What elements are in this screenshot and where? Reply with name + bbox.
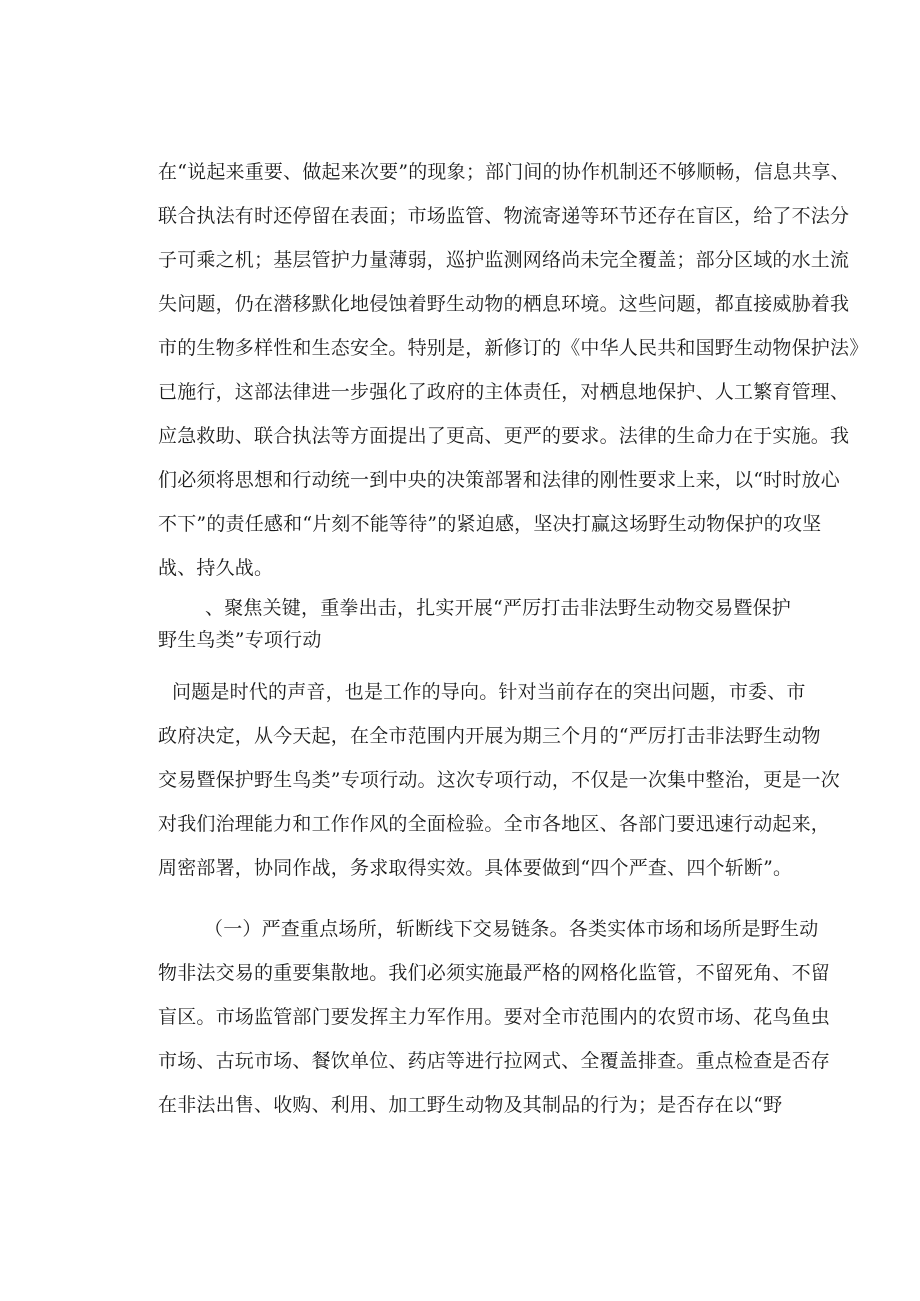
text-line: 市的生物多样性和生态安全。特别是，新修订的《中华人民共和国野生动物保护法》 [158,337,869,359]
text-line: 们必须将思想和行动统一到中央的决策部署和法律的刚性要求上来，以“时时放心 [158,469,840,491]
text-line: 盲区。市场监管部门要发挥主力军作用。要对全市范围内的农贸市场、花鸟鱼虫 [158,1006,831,1028]
text-line: 已施行，这部法律进一步强化了政府的主体责任，对栖息地保护、人工繁育管理、 [158,381,850,403]
section-heading-line: 野生鸟类”专项行动 [158,629,322,651]
text-line: 周密部署，协同作战，务求取得实效。具体要做到“四个严查、四个斩断”。 [158,857,793,879]
text-line: 在“说起来重要、做起来次要”的现象；部门间的协作机制还不够顺畅，信息共享、 [158,161,850,183]
text-line: 不下”的责任感和“片刻不能等待”的紧迫感，坚决打赢这场野生动物保护的攻坚 [158,513,822,535]
text-line: 市场、古玩市场、餐饮单位、药店等进行拉网式、全覆盖排查。重点检查是否存 [158,1050,831,1072]
text-line: 问题是时代的声音，也是工作的导向。针对当前存在的突出问题，市委、市 [172,681,806,703]
text-line: 失问题，仍在潜移默化地侵蚀着野生动物的栖息环境。这些问题，都直接威胁着我 [158,293,850,315]
text-line: 战、持久战。 [158,557,274,579]
text-line: 物非法交易的重要集散地。我们必须实施最严格的网格化监管，不留死角、不留 [158,962,831,984]
text-line: 联合执法有时还停留在表面；市场监管、物流寄递等环节还存在盲区，给了不法分 [158,205,850,227]
section-heading-line: 、聚焦关键，重拳出击，扎实开展“严厉打击非法野生动物交易暨保护 [205,597,791,619]
text-line: 在非法出售、收购、利用、加工野生动物及其制品的行为；是否存在以“野 [158,1094,783,1116]
text-line: 子可乘之机；基层管护力量薄弱，巡护监测网络尚未完全覆盖；部分区域的水土流 [158,249,850,271]
text-line: 应急救助、联合执法等方面提出了更高、更严的要求。法律的生命力在于实施。我 [158,425,850,447]
text-line: 对我们治理能力和工作作风的全面检验。全市各地区、各部门要迅速行动起来， [158,813,831,835]
text-line: 政府决定，从今天起，在全市范围内开展为期三个月的“严厉打击非法野生动物 [158,725,821,747]
text-line: （一）严查重点场所，斩断线下交易链条。各类实体市场和场所是野生动 [204,918,819,940]
text-line: 交易暨保护野生鸟类”专项行动。这次专项行动，不仅是一次集中整治，更是一次 [158,769,840,791]
